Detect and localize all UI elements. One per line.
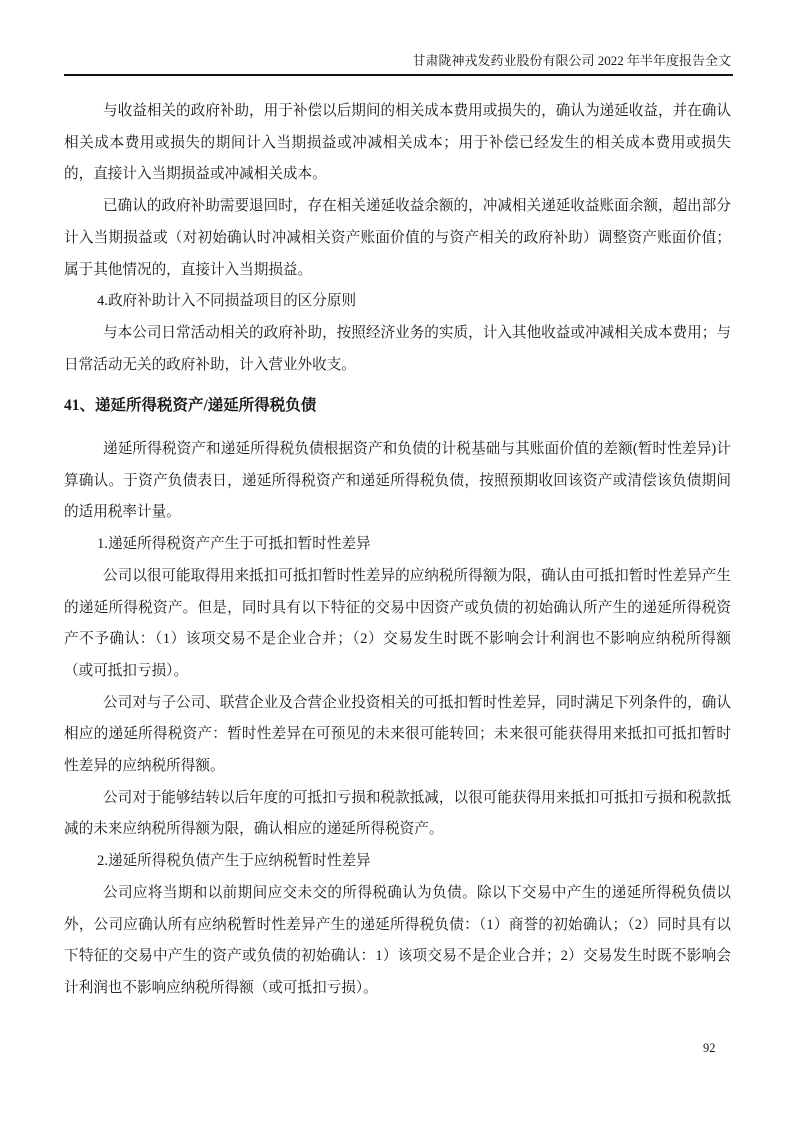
- body-paragraph: 公司对于能够结转以后年度的可抵扣亏损和税款抵减，以很可能获得用来抵扣可抵扣亏损和税款抵减的未来应纳税所得额为限，确认相应的递延所得税资产。: [64, 789, 731, 838]
- page-header-title: 甘肃陇神戎发药业股份有限公司 2022 年半年度报告全文: [412, 53, 731, 68]
- document-body: [64, 96, 731, 1005]
- body-paragraph: 公司应将当期和以前期间应交未交的所得税确认为负债。除以下交易中产生的递延所得税负债以外，公司应确认所有应纳税暂时性差异产生的递延所得税负债：（1）商誉的初始确认；（2）同时具有以下特征的交易中产生的资产或负债的初始确认：1）该项交易不是企业合并；2）交易发生时既不影响会计利润也不影响应纳税所得额（或可抵扣亏损）。: [64, 884, 731, 996]
- body-paragraph: 递延所得税资产和递延所得税负债根据资产和负债的计税基础与其账面价值的差额(暂时性差异)计算确认。于资产负债表日，递延所得税资产和递延所得税负债，按照预期收回该资产或清偿该负债期间的适用税率计量。: [64, 441, 731, 521]
- body-paragraph: 已确认的政府补助需要退回时，存在相关递延收益余额的，冲减相关递延收益账面余额，超出部分计入当期损益或（对初始确认时冲减相关资产账面价值的与资产相关的政府补助）调整资产账面价值；属于其他情况的，直接计入当期损益。: [64, 198, 731, 278]
- body-paragraph: 公司以很可能取得用来抵扣可抵扣暂时性差异的应纳税所得额为限，确认由可抵扣暂时性差异产生的递延所得税资产。但是，同时具有以下特征的交易中因资产或负债的初始确认所产生的递延所得税资产不予确认：（1）该项交易不是企业合并；（2）交易发生时既不影响会计利润也不影响应纳税所得额（或可抵扣亏损）。: [64, 567, 731, 679]
- header-rule-divider: [64, 74, 733, 76]
- body-paragraph: 与本公司日常活动相关的政府补助，按照经济业务的实质，计入其他收益或冲减相关成本费用；与日常活动无关的政府补助，计入营业外收支。: [64, 324, 731, 373]
- numbered-subitem: 2.递延所得税负债产生于应纳税暂时性差异: [97, 853, 371, 870]
- page-number: 92: [703, 1041, 716, 1055]
- body-paragraph: 与收益相关的政府补助，用于补偿以后期间的相关成本费用或损失的，确认为递延收益，并在确认相关成本费用或损失的期间计入当期损益或冲减相关成本；用于补偿已经发生的相关成本费用或损失的，直接计入当期损益或冲减相关成本。: [64, 103, 731, 183]
- section-heading: 41、递延所得税资产/递延所得税负债: [64, 397, 317, 415]
- numbered-subitem: 1.递延所得税资产产生于可抵扣暂时性差异: [97, 536, 371, 553]
- numbered-subitem: 4.政府补助计入不同损益项目的区分原则: [97, 293, 357, 310]
- body-paragraph: 公司对与子公司、联营企业及合营企业投资相关的可抵扣暂时性差异，同时满足下列条件的，确认相应的递延所得税资产：暂时性差异在可预见的未来很可能转回；未来很可能获得用来抵扣可抵扣暂时性差异的应纳税所得额。: [64, 694, 731, 775]
